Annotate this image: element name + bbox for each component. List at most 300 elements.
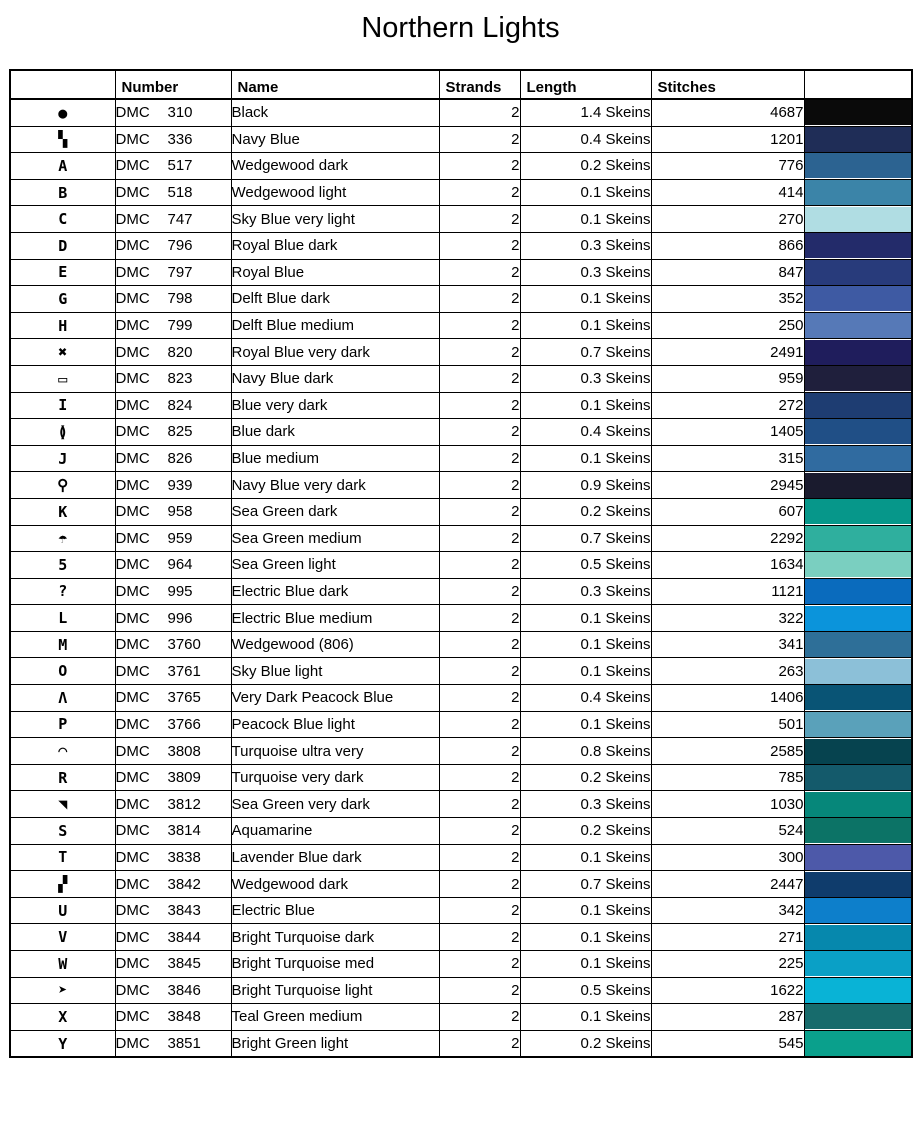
floss-number (115, 206, 231, 233)
floss-code: 797 (167, 263, 193, 281)
floss-number (115, 286, 231, 313)
color-swatch-cell (804, 658, 912, 685)
stitches-value: 4687 (651, 99, 804, 126)
chart-symbol: M (10, 631, 115, 658)
table-row (10, 445, 912, 472)
floss-brand: DMC (115, 529, 150, 547)
color-swatch (805, 393, 912, 418)
table-header-row (10, 70, 912, 99)
chart-symbol: Λ (10, 685, 115, 712)
stitches-value: 847 (651, 259, 804, 286)
stitches-value: 300 (651, 844, 804, 871)
table-row (10, 232, 912, 259)
floss-number (115, 977, 231, 1004)
chart-symbol: ⚲ (10, 472, 115, 499)
color-swatch (805, 951, 912, 976)
table-row (10, 844, 912, 871)
stitches-value: 2585 (651, 738, 804, 765)
length-value: 0.1 Skeins (520, 179, 651, 206)
color-swatch-cell (804, 365, 912, 392)
color-swatch (805, 552, 912, 577)
color-name: Turquoise very dark (231, 764, 439, 791)
floss-brand: DMC (115, 476, 150, 494)
table-row (10, 339, 912, 366)
table-row (10, 1030, 912, 1057)
strands-value: 2 (439, 1030, 520, 1057)
color-swatch (805, 260, 912, 285)
length-value: 0.2 Skeins (520, 764, 651, 791)
strands-value: 2 (439, 552, 520, 579)
floss-number (115, 259, 231, 286)
table-row (10, 206, 912, 233)
length-value: 0.4 Skeins (520, 126, 651, 153)
floss-code: 796 (167, 237, 193, 255)
color-swatch (805, 100, 912, 125)
stitches-value: 322 (651, 605, 804, 632)
length-value: 0.1 Skeins (520, 951, 651, 978)
length-value: 0.2 Skeins (520, 498, 651, 525)
strands-value: 2 (439, 871, 520, 898)
stitches-value: 1406 (651, 685, 804, 712)
color-swatch (805, 872, 912, 897)
floss-brand: DMC (115, 503, 150, 521)
strands-value: 2 (439, 445, 520, 472)
color-name: Black (231, 99, 439, 126)
floss-brand: DMC (115, 1035, 150, 1053)
strands-value: 2 (439, 339, 520, 366)
color-name: Bright Turquoise light (231, 977, 439, 1004)
chart-symbol: X (10, 1004, 115, 1031)
header-length: Length (520, 70, 651, 99)
floss-brand: DMC (115, 769, 150, 787)
floss-number (115, 578, 231, 605)
floss-number (115, 445, 231, 472)
stitches-value: 250 (651, 312, 804, 339)
table-row (10, 605, 912, 632)
floss-code: 3808 (167, 742, 201, 760)
length-value: 0.3 Skeins (520, 259, 651, 286)
floss-number (115, 897, 231, 924)
table-row (10, 552, 912, 579)
color-name: Peacock Blue light (231, 711, 439, 738)
color-swatch-cell (804, 791, 912, 818)
chart-symbol: V (10, 924, 115, 951)
stitches-value: 607 (651, 498, 804, 525)
floss-number (115, 392, 231, 419)
floss-number (115, 552, 231, 579)
color-name: Turquoise ultra very (231, 738, 439, 765)
color-swatch-cell (804, 339, 912, 366)
stitches-value: 1201 (651, 126, 804, 153)
floss-code: 3766 (167, 715, 201, 733)
stitches-value: 270 (651, 206, 804, 233)
stitches-value: 2292 (651, 525, 804, 552)
chart-symbol: G (10, 286, 115, 313)
floss-code: 825 (167, 423, 193, 441)
color-swatch-cell (804, 818, 912, 845)
color-name: Blue very dark (231, 392, 439, 419)
color-swatch-cell (804, 924, 912, 951)
strands-value: 2 (439, 897, 520, 924)
color-name: Bright Turquoise med (231, 951, 439, 978)
color-swatch-cell (804, 472, 912, 499)
strands-value: 2 (439, 711, 520, 738)
floss-code: 824 (167, 396, 193, 414)
strands-value: 2 (439, 924, 520, 951)
floss-code: 3844 (167, 928, 201, 946)
color-swatch (805, 526, 912, 551)
color-swatch-cell (804, 605, 912, 632)
floss-number (115, 685, 231, 712)
floss-code: 336 (167, 130, 193, 148)
length-value: 0.9 Skeins (520, 472, 651, 499)
chart-symbol: I (10, 392, 115, 419)
floss-brand: DMC (115, 317, 150, 335)
chart-symbol: ▭ (10, 365, 115, 392)
floss-brand: DMC (115, 450, 150, 468)
floss-code: 820 (167, 343, 193, 361)
color-name: Electric Blue (231, 897, 439, 924)
color-swatch-cell (804, 99, 912, 126)
stitches-value: 414 (651, 179, 804, 206)
header-name: Name (231, 70, 439, 99)
color-swatch-cell (804, 498, 912, 525)
table-row (10, 419, 912, 446)
color-swatch-cell (804, 525, 912, 552)
color-name: Blue medium (231, 445, 439, 472)
strands-value: 2 (439, 153, 520, 180)
strands-value: 2 (439, 286, 520, 313)
floss-brand: DMC (115, 290, 150, 308)
floss-number (115, 419, 231, 446)
stitches-value: 315 (651, 445, 804, 472)
color-swatch-cell (804, 419, 912, 446)
chart-symbol: R (10, 764, 115, 791)
color-swatch (805, 286, 912, 311)
color-swatch-cell (804, 764, 912, 791)
floss-code: 964 (167, 556, 193, 574)
length-value: 0.5 Skeins (520, 977, 651, 1004)
color-swatch-cell (804, 206, 912, 233)
chart-symbol: 5 (10, 552, 115, 579)
stitches-value: 2491 (651, 339, 804, 366)
strands-value: 2 (439, 419, 520, 446)
color-swatch (805, 632, 912, 657)
color-name: Aquamarine (231, 818, 439, 845)
stitches-value: 271 (651, 924, 804, 951)
chart-symbol: T (10, 844, 115, 871)
floss-brand: DMC (115, 875, 150, 893)
table-row (10, 685, 912, 712)
strands-value: 2 (439, 365, 520, 392)
length-value: 0.1 Skeins (520, 897, 651, 924)
stitches-value: 272 (651, 392, 804, 419)
color-name: Sky Blue light (231, 658, 439, 685)
stitches-value: 341 (651, 631, 804, 658)
floss-number (115, 365, 231, 392)
chart-symbol: ☂ (10, 525, 115, 552)
floss-brand: DMC (115, 556, 150, 574)
table-row (10, 286, 912, 313)
chart-symbol: S (10, 818, 115, 845)
length-value: 0.3 Skeins (520, 791, 651, 818)
strands-value: 2 (439, 818, 520, 845)
chart-symbol: P (10, 711, 115, 738)
color-name: Sea Green light (231, 552, 439, 579)
floss-number (115, 658, 231, 685)
table-row (10, 179, 912, 206)
floss-brand: DMC (115, 396, 150, 414)
table-row (10, 1004, 912, 1031)
chart-symbol: ● (10, 99, 115, 126)
color-name: Sea Green dark (231, 498, 439, 525)
strands-value: 2 (439, 631, 520, 658)
stitches-value: 545 (651, 1030, 804, 1057)
chart-symbol: D (10, 232, 115, 259)
floss-number (115, 924, 231, 951)
chart-symbol: ? (10, 578, 115, 605)
stitches-value: 342 (651, 897, 804, 924)
stitches-value: 524 (651, 818, 804, 845)
length-value: 0.2 Skeins (520, 818, 651, 845)
table-row (10, 525, 912, 552)
floss-brand: DMC (115, 955, 150, 973)
floss-brand: DMC (115, 822, 150, 840)
color-name: Teal Green medium (231, 1004, 439, 1031)
floss-number (115, 232, 231, 259)
stitches-value: 1121 (651, 578, 804, 605)
stitches-value: 1030 (651, 791, 804, 818)
floss-code: 3760 (167, 636, 201, 654)
floss-brand: DMC (115, 742, 150, 760)
color-swatch-cell (804, 1030, 912, 1057)
floss-number (115, 99, 231, 126)
color-name: Lavender Blue dark (231, 844, 439, 871)
color-name: Sky Blue very light (231, 206, 439, 233)
page-title: Northern Lights (361, 12, 560, 44)
strands-value: 2 (439, 605, 520, 632)
strands-value: 2 (439, 977, 520, 1004)
floss-code: 3843 (167, 902, 201, 920)
chart-symbol: ▚ (10, 126, 115, 153)
color-swatch (805, 446, 912, 471)
floss-brand: DMC (115, 902, 150, 920)
floss-number (115, 153, 231, 180)
color-swatch (805, 925, 912, 950)
floss-code: 939 (167, 476, 193, 494)
header-stitches: Stitches (651, 70, 804, 99)
header-symbol (10, 70, 115, 99)
stitches-value: 1634 (651, 552, 804, 579)
strands-value: 2 (439, 126, 520, 153)
color-swatch (805, 579, 912, 604)
floss-brand: DMC (115, 370, 150, 388)
floss-code: 995 (167, 582, 193, 600)
color-name: Wedgewood (806) (231, 631, 439, 658)
length-value: 0.3 Skeins (520, 578, 651, 605)
floss-brand: DMC (115, 928, 150, 946)
strands-value: 2 (439, 472, 520, 499)
color-swatch-cell (804, 179, 912, 206)
floss-code: 823 (167, 370, 193, 388)
length-value: 0.1 Skeins (520, 844, 651, 871)
floss-number (115, 1030, 231, 1057)
color-swatch-cell (804, 578, 912, 605)
table-row (10, 631, 912, 658)
stitches-value: 2945 (651, 472, 804, 499)
floss-number (115, 738, 231, 765)
floss-code: 517 (167, 157, 193, 175)
length-value: 0.4 Skeins (520, 419, 651, 446)
floss-number (115, 791, 231, 818)
floss-brand: DMC (115, 715, 150, 733)
length-value: 0.1 Skeins (520, 605, 651, 632)
floss-code: 310 (167, 104, 193, 122)
floss-code: 798 (167, 290, 193, 308)
floss-code: 3812 (167, 795, 201, 813)
floss-number (115, 1004, 231, 1031)
length-value: 0.1 Skeins (520, 392, 651, 419)
thread-key-table (9, 69, 913, 1058)
color-name: Bright Turquoise dark (231, 924, 439, 951)
color-swatch-cell (804, 232, 912, 259)
strands-value: 2 (439, 498, 520, 525)
stitches-value: 1622 (651, 977, 804, 1004)
floss-code: 3842 (167, 875, 201, 893)
floss-code: 3814 (167, 822, 201, 840)
chart-symbol: ➤ (10, 977, 115, 1004)
chart-symbol: B (10, 179, 115, 206)
floss-number (115, 179, 231, 206)
length-value: 0.1 Skeins (520, 658, 651, 685)
color-swatch-cell (804, 685, 912, 712)
color-swatch (805, 1004, 912, 1029)
floss-brand: DMC (115, 237, 150, 255)
table-body (10, 99, 912, 1057)
color-name: Delft Blue dark (231, 286, 439, 313)
floss-brand: DMC (115, 689, 150, 707)
strands-value: 2 (439, 578, 520, 605)
floss-brand: DMC (115, 662, 150, 680)
floss-number (115, 631, 231, 658)
stitches-value: 776 (651, 153, 804, 180)
strands-value: 2 (439, 206, 520, 233)
floss-number (115, 605, 231, 632)
color-swatch (805, 739, 912, 764)
color-swatch-cell (804, 312, 912, 339)
color-swatch-cell (804, 951, 912, 978)
table-row (10, 126, 912, 153)
table-row (10, 498, 912, 525)
color-name: Navy Blue very dark (231, 472, 439, 499)
color-swatch (805, 712, 912, 737)
length-value: 0.4 Skeins (520, 685, 651, 712)
floss-brand: DMC (115, 263, 150, 281)
table-row (10, 711, 912, 738)
length-value: 0.1 Skeins (520, 445, 651, 472)
stitches-value: 959 (651, 365, 804, 392)
chart-symbol: E (10, 259, 115, 286)
chart-symbol: C (10, 206, 115, 233)
color-swatch (805, 473, 912, 498)
strands-value: 2 (439, 312, 520, 339)
chart-symbol: W (10, 951, 115, 978)
color-swatch (805, 792, 912, 817)
chart-symbol: U (10, 897, 115, 924)
floss-code: 3809 (167, 769, 201, 787)
floss-code: 799 (167, 317, 193, 335)
floss-number (115, 764, 231, 791)
color-swatch (805, 898, 912, 923)
floss-code: 3838 (167, 848, 201, 866)
color-name: Electric Blue dark (231, 578, 439, 605)
floss-code: 518 (167, 184, 193, 202)
chart-symbol: ◥ (10, 791, 115, 818)
floss-code: 747 (167, 210, 193, 228)
length-value: 1.4 Skeins (520, 99, 651, 126)
chart-symbol: K (10, 498, 115, 525)
color-swatch (805, 765, 912, 790)
stitches-value: 1405 (651, 419, 804, 446)
stitches-value: 2447 (651, 871, 804, 898)
table-row (10, 259, 912, 286)
color-swatch (805, 659, 912, 684)
chart-symbol: ◠ (10, 738, 115, 765)
length-value: 0.2 Skeins (520, 1030, 651, 1057)
floss-brand: DMC (115, 343, 150, 361)
length-value: 0.3 Skeins (520, 232, 651, 259)
color-swatch-cell (804, 871, 912, 898)
stitches-value: 352 (651, 286, 804, 313)
table-row (10, 924, 912, 951)
color-swatch-cell (804, 259, 912, 286)
length-value: 0.5 Skeins (520, 552, 651, 579)
stitches-value: 263 (651, 658, 804, 685)
stitches-value: 501 (651, 711, 804, 738)
floss-number (115, 818, 231, 845)
color-swatch (805, 233, 912, 258)
chart-symbol: L (10, 605, 115, 632)
strands-value: 2 (439, 1004, 520, 1031)
strands-value: 2 (439, 764, 520, 791)
color-swatch (805, 1031, 912, 1056)
color-swatch (805, 127, 912, 152)
floss-brand: DMC (115, 1008, 150, 1026)
color-swatch-cell (804, 631, 912, 658)
color-name: Blue dark (231, 419, 439, 446)
color-swatch (805, 845, 912, 870)
floss-number (115, 339, 231, 366)
table-row (10, 365, 912, 392)
color-name: Royal Blue very dark (231, 339, 439, 366)
color-name: Navy Blue dark (231, 365, 439, 392)
table-row (10, 791, 912, 818)
color-swatch (805, 207, 912, 232)
length-value: 0.8 Skeins (520, 738, 651, 765)
color-name: Royal Blue (231, 259, 439, 286)
floss-brand: DMC (115, 848, 150, 866)
floss-code: 3846 (167, 981, 201, 999)
color-name: Royal Blue dark (231, 232, 439, 259)
stitches-value: 866 (651, 232, 804, 259)
color-swatch-cell (804, 153, 912, 180)
stitches-value: 785 (651, 764, 804, 791)
length-value: 0.3 Skeins (520, 365, 651, 392)
table-row (10, 153, 912, 180)
color-swatch (805, 499, 912, 524)
floss-brand: DMC (115, 981, 150, 999)
color-swatch (805, 180, 912, 205)
